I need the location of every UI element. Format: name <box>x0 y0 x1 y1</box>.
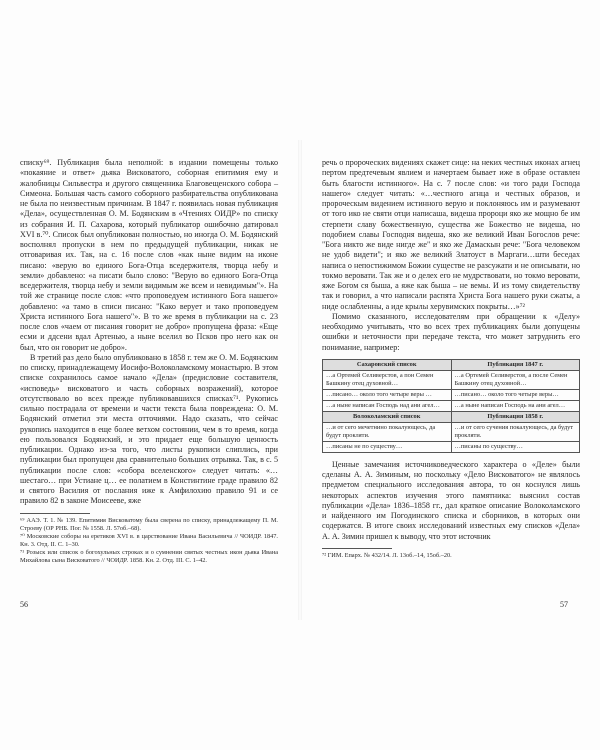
page-number-left: 56 <box>20 600 28 609</box>
table-cell: …а Ортемей Селиверстов, а пон Семен Башкину отец духовной… <box>323 370 452 389</box>
table-cell: …писано… около того четыре веры… <box>451 389 580 400</box>
footnote-69: ⁶⁹ ААЭ. Т. 1. № 139. Епитимия Висковатому была сверена по списку, принадлежащему П. М. Строеву (ОР РНБ. Пог. № 1558. Л. 57об.–68). <box>20 516 278 532</box>
comparison-table <box>322 359 580 453</box>
right-paragraph-1: речь о пророческих видениях скажет сице: на неких честных иконах агнец пертом предтечевым явлием и начертаем бывает иже в образе оставлен быть благости истинного». На с. 7 после слов: «и того ради Господа нашего» следует читать: «…честного агнца и честных образов, и пророческым видением истинного верую и поклоняюсь им и разумевают от того ико не святи отци написаша, видеша пророци яко же мощно бе им стерпети славу божественную, существа же Божество не видеша, но подобием славы Господня видеша, яко же великий Иван Богослов рече: "Бога никто же виде нигде же" и яко же Дамаскын рече: "Бога человеком не удоб видети"; и яко же великий Златоуст в Маргаги…шти беседах написа о непостижимом Божии существе не разсужати и не описывати, но токмо веровати. Так же и о делех его не мудрствовати, но токмо веровати, яже Богом ся быша, а яже как быша – не вемы. И из тому свидетельству так и говорил, а что написали распята Христа Бога нашего руки сжаты, а ниде ослабленны, а иде крылы херувимских покрыты…»⁷² <box>322 158 580 311</box>
right-page <box>322 158 580 618</box>
table-cell: …а ныне написан Господь над ани агел… <box>323 400 452 411</box>
table-cell: …и от сего сучения покалующесь, да будут прокляти. <box>451 422 580 441</box>
table-header: Публикация 1858 г. <box>451 411 580 422</box>
footnote-71: ⁷¹ Розыск или список о богохульных строках и о сумнении святых честных икон дьяка Ивана Михайлова сына Висковатого // ЧОИДР. 1858. Кн. 2. Отд. III. С. 1–42. <box>20 548 278 564</box>
left-paragraph-1: списку⁶⁹. Публикация была неполной: в издании помещены только «покаяние и ответ» дьяка Висковатого, соборная епитимия ему и жалобницы Сильвестра и другого священника Благовещенского собора – Симеона. Большая часть самого соборного разбирательства опубликована не была по неизвестным причинам. В 1847 г. появилась новая публикация «Дела», осуществленная О. М. Бодянским в «Чтениях ОИДР» по списку из собрания И. П. Сахарова, который публикатор ошибочно датировал XVI в.⁷⁰. Список был опубликован полностью, но иногда О. М. Бодянский восполнял пропуски в нем по предыдущей публикации, никак не отговаривая их. Так, на с. 16 после слов «как ныне видим на иконе писано: «верую во единого Бога-Отца вседержителя, творца небу и земли» добавлено: «а писати было слово: "Верую во единого Бога-Отца вседержителя, творца небу и земли видимым же всем и невидимым"». На той же странице после слов: «что проповедуем истинного Бога нашего» добавлено: «а тамо в списи писано: "Како верует и тако проповедуем Христа истинного Бога нашего"». В то же время в публикации на с. 23 после слов «чаем от писания говорит не добро» пропущена фраза: «Еще есми и ддсени вдал Артенью, а ныне вселил во Псков про него как он был, что он говорит не добро». <box>20 158 278 352</box>
footnote-rule <box>322 548 392 549</box>
table-cell: …а Ортемей Селиверстов, а после Семен Башкину отец духовной… <box>451 370 580 389</box>
left-paragraph-2: В третий раз дело было опубликовано в 1858 г. тем же О. М. Бодянским по списку, принадлежащему Иосифо-Волоколамскому монастырю. В этом списке сохранилось самое начало «Дела» (предисловие составителя, «исповедь» висковатого и часть соборных возражений), которое отсутствовало во всех прежде публиковавшихся списках⁷¹. Рукопись сильно пострадала от времени и части текста была повреждена: О. М. Бодянский отметил эти места отточиями. Надо сказать, что сейчас рукопись находится в еще более ветхом состоянии, чем в то время, когда ею пользовался Бодянский, и это придает еще большую ценность публикации. Однако из-за того, что листы рукописи слиплись, при публикации был пропущен два сравнительно больших отрывка. Так, в с. 5 публикации после слов: «собора вселенского» следует читать: «…шестаго… при Устиане ц… ее полатием в Констинтине граде правило 82 и святого Василия от послания иже к Амфилохию правило 91 и се правило 82 в законе Моисееве, яже <box>20 352 278 506</box>
table-cell: …писано… около того четыре веры … <box>323 389 452 400</box>
table-cell: …писаны по существу… <box>451 441 580 452</box>
page-gutter <box>298 140 302 620</box>
page-number-right: 57 <box>560 600 568 609</box>
table-row <box>323 370 580 389</box>
table-cell: …и от сего мечетнино покалующесь, да будут прокляти. <box>323 422 452 441</box>
table-header-row <box>323 411 580 422</box>
footnote-rule <box>20 513 90 514</box>
left-page <box>20 158 278 618</box>
table-header: Волоколамский список <box>323 411 452 422</box>
footnote-72: ⁷² ГИМ. Епарх. № 432/14. Л. 13об.–14, 15об.–20. <box>322 551 452 559</box>
table-header-row <box>323 359 580 370</box>
table-row <box>323 400 580 411</box>
table-cell: …а ныне написан Господь на ани агел… <box>451 400 580 411</box>
right-paragraph-2: Помимо сказанного, исследователям при обращении к «Делу» необходимо учитывать, что во всех трех публикациях были допущены ошибки и неточности при передаче текста, что может затруднить его понимание, например: <box>322 311 580 352</box>
table-row <box>323 441 580 452</box>
table-header: Публикация 1847 г. <box>451 359 580 370</box>
table-cell: …писаны не по существу… <box>323 441 452 452</box>
table-row <box>323 389 580 400</box>
table-row <box>323 422 580 441</box>
footnote-70: ⁷⁰ Московские соборы на еретиков XVI в. в царствование Ивана Васильевича // ЧОИДР. 1847. Кн. 3. Отд. II. С. 1–30. <box>20 532 278 548</box>
right-paragraph-3: Ценные замечания источниковедческого характера о «Деле» были сделаны А. А. Зиминым, но поскольку «Дело Висковатого» не являлось предметом специального исследования автора, то он коснулся лишь некоторых аспектов изучения этого памятника: выяснил состав публикации «Дела» 1836–1858 гг., дал краткое описание Волоколамского и найденного им Погодинского списка и сборников, в которых они содержатся. В итоге своих исследований известных ему списков «Дела» А. А. Зимин пришел к выводу, что этот источник <box>322 459 580 541</box>
table-header: Сахаровский список <box>323 359 452 370</box>
